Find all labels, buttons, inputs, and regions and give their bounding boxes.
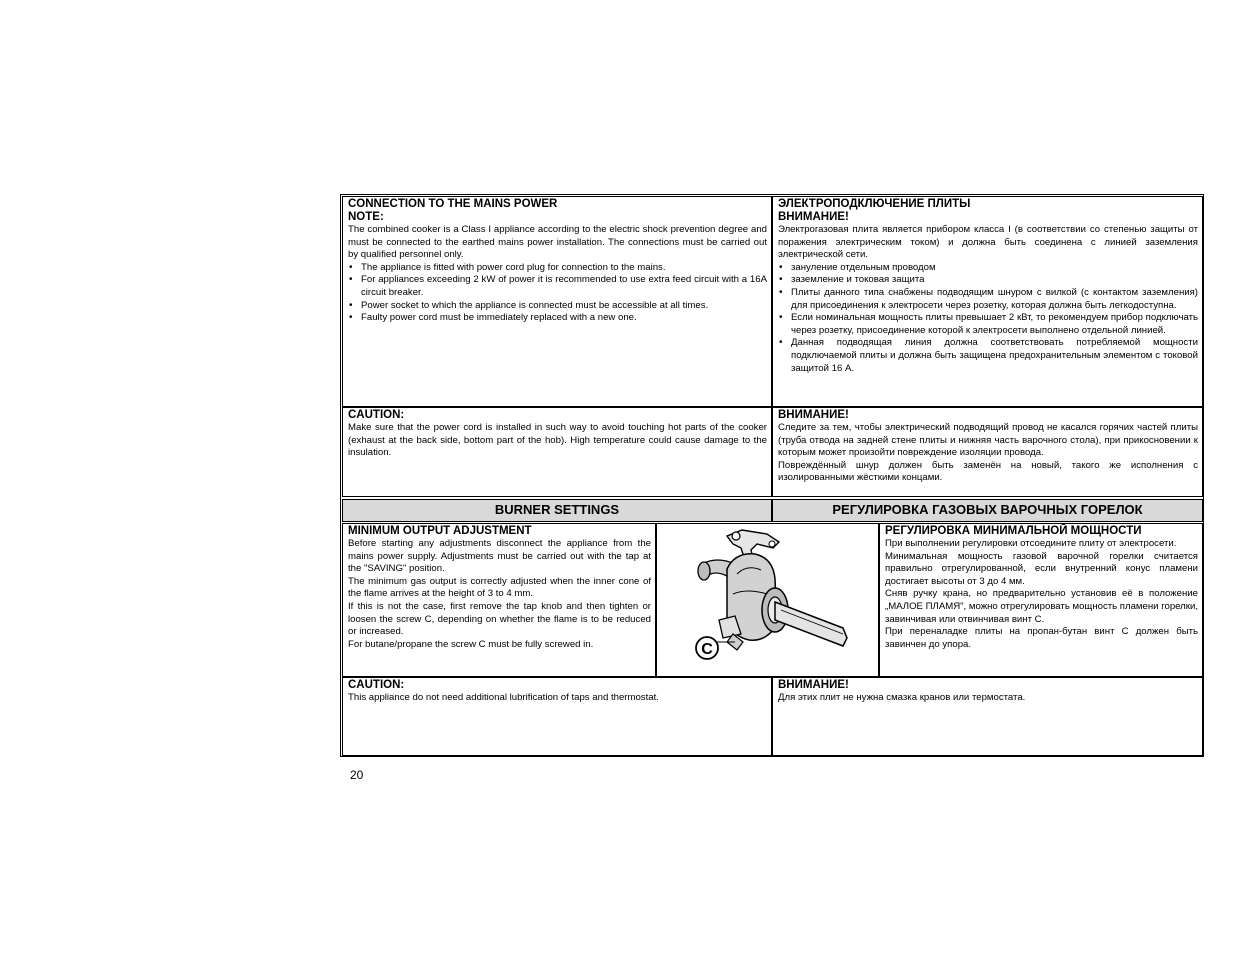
gas-tap-diagram bbox=[657, 524, 878, 676]
caution2-en-text: This appliance do not need additional lubrification of taps and thermostat. bbox=[348, 692, 659, 703]
burner-settings-band-en: BURNER SETTINGS bbox=[342, 499, 772, 522]
list-item: • Плиты данного типа снабжены подводящим шнуром с вилкой (с контактом заземления) для присоединения к электросети через розетку, которая должна быть легкодоступна. bbox=[791, 287, 1198, 312]
list-item: • Если номинальная мощность плиты превышает 2 кВт, то рекомендуем прибор подключать через розетку, присоединение которой к электросети выполнено отдельной линией. bbox=[791, 312, 1198, 337]
caution1-ru-cell bbox=[772, 407, 1203, 497]
burner-settings-band-ru: РЕГУЛИРОВКА ГАЗОВЫХ ВАРОЧНЫХ ГОРЕЛОК bbox=[772, 499, 1203, 522]
caution1-ru-text1: Следите за тем, чтобы электрический подводящий провод не касался горячих частей плиты (труба отвода на задней стене плиты и нижняя часть варочного стола), при прикосновении к которым может произойти повреждение изоляции провода. bbox=[778, 422, 1198, 459]
caution2-ru-text: Для этих плит не нужна смазка кранов или термостата. bbox=[778, 692, 1026, 703]
connection-en-bullet-list bbox=[348, 262, 767, 325]
connection-en-note-label: NOTE: bbox=[348, 211, 384, 223]
connection-en-title: CONNECTION TO THE MAINS POWER bbox=[348, 198, 558, 210]
connection-en-cell bbox=[342, 196, 772, 407]
burner-ru-p2: Минимальная мощность газовой варочной горелки считается правильно отрегулированной, если внутренний конус пламени достигает высоты от 3 до 4 мм. bbox=[885, 550, 1198, 587]
connection-ru-note-label: ВНИМАНИЕ! bbox=[778, 211, 849, 223]
connection-ru-bullet-list bbox=[778, 262, 1198, 375]
caution2-ru-label: ВНИМАНИЕ! bbox=[778, 679, 849, 691]
caution2-en-cell bbox=[342, 677, 772, 756]
caution2-ru-cell bbox=[772, 677, 1203, 756]
screw-c-label: C bbox=[701, 641, 713, 658]
caution1-en-text: Make sure that the power cord is installed in such way to avoid touching hot parts of the cooker (exhaust at the back side, bottom part of the hob). High temperature could cause damage to the insulation. bbox=[348, 422, 767, 459]
caution1-en-cell bbox=[342, 407, 772, 497]
connection-ru-cell bbox=[772, 196, 1203, 407]
burner-en-p4: For butane/propane the screw C must be fully screwed in. bbox=[348, 638, 594, 650]
list-item: • зануление отдельным проводом bbox=[791, 262, 1198, 275]
burner-en-cell bbox=[342, 523, 656, 677]
list-item: • заземление и токовая защита bbox=[791, 274, 1198, 287]
burner-ru-p1: При выполнении регулировки отсоедините плиту от электросети. bbox=[885, 538, 1177, 549]
burner-en-title: MINIMUM OUTPUT ADJUSTMENT bbox=[348, 525, 532, 537]
burner-ru-title: РЕГУЛИРОВКА МИНИМАЛЬНОЙ МОЩНОСТИ bbox=[885, 525, 1142, 537]
caution1-en-label: CAUTION: bbox=[348, 409, 405, 421]
manual-table bbox=[340, 194, 1204, 757]
burner-ru-cell bbox=[879, 523, 1203, 677]
burner-en-p3: If this is not the case, first remove the tap knob and then tighten or loosen the screw C, depending on whether the flame is to be reduced or increased. bbox=[348, 600, 651, 638]
burner-en-p2: The minimum gas output is correctly adjusted when the inner cone of the flame arrives at the height of 3 to 4 mm. bbox=[348, 575, 651, 600]
connection-ru-intro: Электрогазовая плита является прибором класса I (в соответствии со степенью защиты от поражения электрическим током) и должна быть соединена с линией заземления электрической сети. bbox=[778, 224, 1198, 261]
caution1-ru-text2: Повреждённый шнур должен быть заменён на новый, такого же исполнения с изолированными жёсткими концами. bbox=[778, 459, 1198, 484]
connection-en-intro: The combined cooker is a Class I appliance according to the electric shock prevention degree and must be connected to the earthed mains power installation. The connections must be carried out by qualified personnel only. bbox=[348, 224, 767, 261]
burner-ru-p3: Сняв ручку крана, но предварительно установив её в положение „МАЛОЕ ПЛАМЯ", можно отрегулировать мощность пламени горелки, завинчивая или отвинчивая винт С. bbox=[885, 588, 1198, 625]
list-item: • Данная подводящая линия должна соответствовать потребляемой мощности подключаемой плиты и должна быть защищена предохранительным элементом с токовой защитой 16 А. bbox=[791, 337, 1198, 375]
caution1-ru-label: ВНИМАНИЕ! bbox=[778, 409, 849, 421]
gas-tap-figure-cell bbox=[656, 523, 879, 677]
burner-ru-p4: При переналадке плиты на пропан-бутан винт С должен быть завинчен до упора. bbox=[885, 626, 1198, 650]
connection-ru-title: ЭЛЕКТРОПОДКЛЮЧЕНИЕ ПЛИТЫ bbox=[778, 198, 971, 210]
list-item: • Faulty power cord must be immediately replaced with a new one. bbox=[361, 312, 767, 325]
caution2-en-label: CAUTION: bbox=[348, 679, 405, 691]
list-item: • Power socket to which the appliance is connected must be accessible at all times. bbox=[361, 300, 767, 313]
burner-en-p1: Before starting any adjustments disconnect the appliance from the mains power supply. Adjustments must be carried out with the tap at the "SAVING" position. bbox=[348, 538, 651, 575]
page-number: 20 bbox=[350, 768, 364, 782]
list-item: • The appliance is fitted with power cord plug for connection to the mains. bbox=[361, 262, 767, 275]
list-item: • For appliances exceeding 2 kW of power it is recommended to use extra feed circuit with a 16A circuit breaker. bbox=[361, 274, 767, 299]
